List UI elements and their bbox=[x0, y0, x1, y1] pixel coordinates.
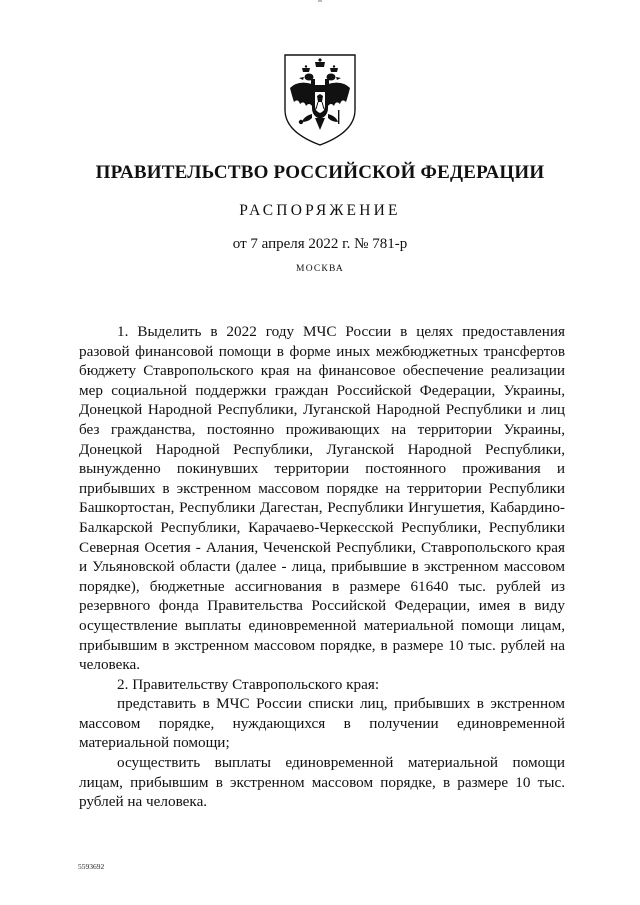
coat-of-arms-icon bbox=[282, 52, 358, 148]
paragraph-1: 1. Выделить в 2022 году МЧС России в целях предоставления разовой финансовой помощи в форме иных межбюджетных трансфертов бюджету Ставропольского края на финансовое обеспечение реализации мер социальной поддержки граждан Российской Федерации, Украины, Донецкой Народной Республики, Луганской Народной Республики и лиц без гражданства, постоянно проживающих на территории Украины, Донецкой Народной Республики, Луганской Народной Республики, вынужденно покинувших территории постоянного проживания и прибывших в экстренном массовом порядке на территории Республики Башкортостан, Республики Дагестан, Республики Ингушетия, Кабардино-Балкарской Республики, Карачаево-Черкесской Республики, Республики Северная Осетия - Алания, Чеченской Республики, Ставропольского края и Ульяновской области (далее - лица, прибывшие в экстренном массовом порядке), бюджетные ассигнования в размере 61640 тыс. рублей из резервного фонда Правительства Российской Федерации, имея в виду осуществление выплаты единовременной материальной помощи лицам, прибывшим в экстренном массовом порядке, в размере 10 тыс. рублей на человека. bbox=[79, 323, 565, 674]
paragraph-2: 2. Правительству Ставропольского края: bbox=[117, 675, 380, 693]
page-top-mark bbox=[318, 0, 322, 2]
document-type: РАСПОРЯЖЕНИЕ bbox=[239, 202, 401, 219]
paragraph-4: осуществить выплаты единовременной материальной помощи лицам, прибывшим в экстренном массовом порядке, в размере 10 тыс. рублей на человека. bbox=[79, 754, 565, 811]
document-body bbox=[79, 322, 565, 812]
document-city: МОСКВА bbox=[296, 264, 344, 274]
government-title: ПРАВИТЕЛЬСТВО РОССИЙСКОЙ ФЕДЕРАЦИИ bbox=[95, 162, 545, 183]
paragraph-3: представить в МЧС России списки лиц, прибывших в экстренном массовом порядке, нуждающихся в получении единовременной материальной помощи; bbox=[79, 695, 565, 752]
document-code: 5593692 bbox=[78, 862, 105, 871]
document-date-number: от 7 апреля 2022 г. № 781-р bbox=[232, 236, 408, 252]
